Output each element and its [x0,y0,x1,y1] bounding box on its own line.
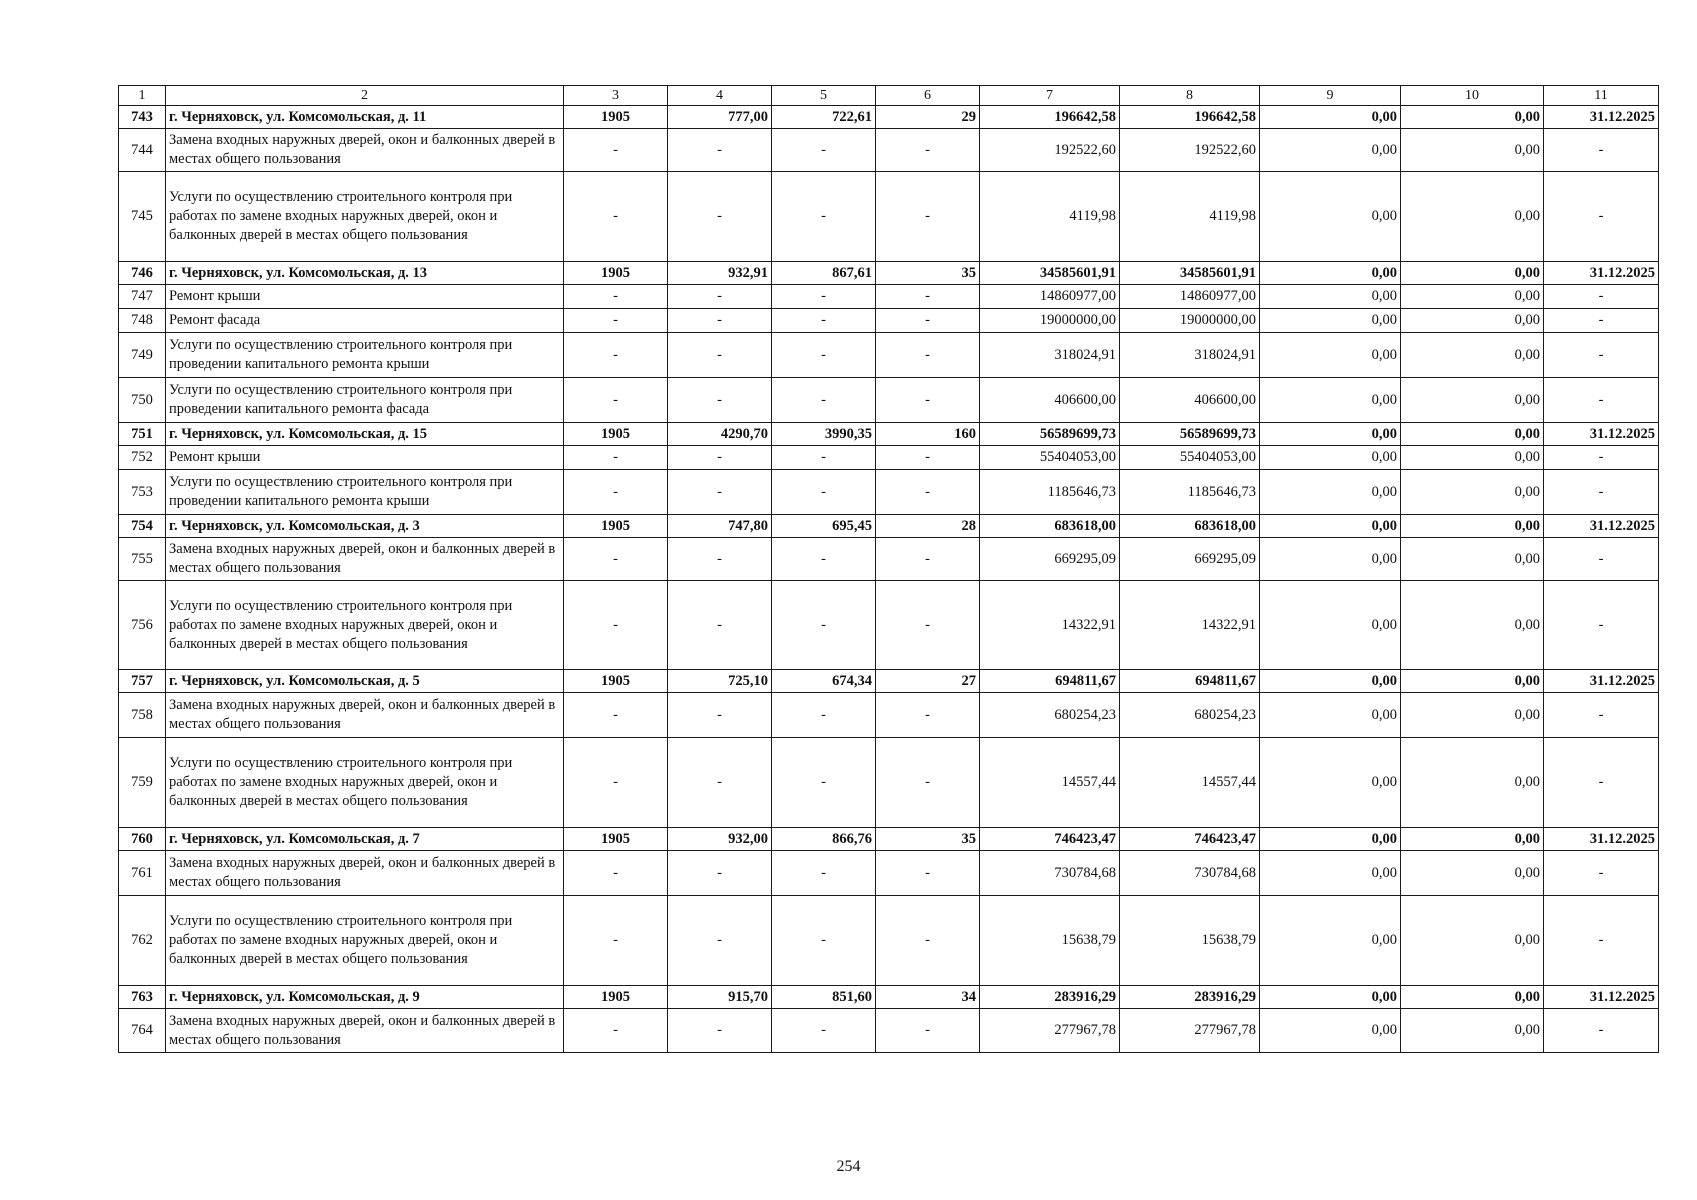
column-header: 10 [1401,86,1544,106]
total-area-cell: 4290,70 [668,423,772,446]
total-cost-cell: 277967,78 [980,1009,1120,1053]
page-number: 254 [836,1158,861,1175]
residents-cell: 35 [876,262,980,285]
budget-cost-cell: 0,00 [1260,470,1401,515]
year-cell: 1905 [564,262,668,285]
total-cost-cell: 318024,91 [980,333,1120,378]
total-cost-cell: 192522,60 [980,129,1120,172]
row-number-cell: 746 [119,262,166,285]
row-number-cell: 758 [119,693,166,738]
residents-cell: - [876,1009,980,1053]
residents-cell: - [876,896,980,986]
year-cell: - [564,851,668,896]
column-header: 4 [668,86,772,106]
budget-cost-cell: 0,00 [1260,446,1401,470]
row-number-cell: 750 [119,378,166,423]
fund-cost-cell: 14322,91 [1120,581,1260,670]
total-cost-cell: 730784,68 [980,851,1120,896]
building-row [119,106,1659,129]
total-area-cell: - [668,581,772,670]
other-cost-cell: 0,00 [1401,538,1544,581]
budget-cost-cell: 0,00 [1260,896,1401,986]
column-header: 1 [119,86,166,106]
work-item-row [119,172,1659,262]
row-number-cell: 747 [119,285,166,309]
other-cost-cell: 0,00 [1401,738,1544,828]
total-cost-cell: 14322,91 [980,581,1120,670]
total-area-cell: - [668,378,772,423]
living-area-cell: - [772,470,876,515]
deadline-cell: - [1544,538,1659,581]
total-cost-cell: 14860977,00 [980,285,1120,309]
total-cost-cell: 56589699,73 [980,423,1120,446]
deadline-cell: - [1544,738,1659,828]
deadline-cell: - [1544,693,1659,738]
other-cost-cell: 0,00 [1401,333,1544,378]
fund-cost-cell: 694811,67 [1120,670,1260,693]
total-cost-cell: 4119,98 [980,172,1120,262]
work-item-row [119,333,1659,378]
other-cost-cell: 0,00 [1401,106,1544,129]
fund-cost-cell: 1185646,73 [1120,470,1260,515]
year-cell: - [564,738,668,828]
row-number-cell: 752 [119,446,166,470]
deadline-cell: 31.12.2025 [1544,986,1659,1009]
deadline-cell: - [1544,129,1659,172]
living-area-cell: - [772,693,876,738]
work-item-row [119,129,1659,172]
living-area-cell: - [772,538,876,581]
budget-cost-cell: 0,00 [1260,738,1401,828]
row-number-cell: 751 [119,423,166,446]
total-area-cell: - [668,896,772,986]
deadline-cell: - [1544,333,1659,378]
row-name-cell: Услуги по осуществлению строительного контроля при проведении капитального ремонта крыши [166,470,564,515]
work-item-row [119,581,1659,670]
living-area-cell: - [772,333,876,378]
residents-cell: - [876,378,980,423]
total-cost-cell: 34585601,91 [980,262,1120,285]
other-cost-cell: 0,00 [1401,285,1544,309]
total-area-cell: - [668,1009,772,1053]
building-row [119,262,1659,285]
building-row [119,515,1659,538]
row-name-cell: Замена входных наружных дверей, окон и балконных дверей в местах общего пользования [166,538,564,581]
other-cost-cell: 0,00 [1401,1009,1544,1053]
residents-cell: - [876,738,980,828]
residents-cell: - [876,538,980,581]
total-cost-cell: 694811,67 [980,670,1120,693]
living-area-cell: - [772,896,876,986]
year-cell: - [564,378,668,423]
living-area-cell: - [772,581,876,670]
other-cost-cell: 0,00 [1401,129,1544,172]
fund-cost-cell: 746423,47 [1120,828,1260,851]
other-cost-cell: 0,00 [1401,172,1544,262]
row-number-cell: 753 [119,470,166,515]
fund-cost-cell: 19000000,00 [1120,309,1260,333]
year-cell: - [564,581,668,670]
budget-cost-cell: 0,00 [1260,538,1401,581]
fund-cost-cell: 55404053,00 [1120,446,1260,470]
row-name-cell: Замена входных наружных дверей, окон и балконных дверей в местах общего пользования [166,129,564,172]
row-number-cell: 757 [119,670,166,693]
fund-cost-cell: 406600,00 [1120,378,1260,423]
total-cost-cell: 669295,09 [980,538,1120,581]
fund-cost-cell: 283916,29 [1120,986,1260,1009]
work-item-row [119,309,1659,333]
year-cell: - [564,172,668,262]
row-name-cell: Услуги по осуществлению строительного контроля при работах по замене входных наружных дверей, окон и балконных дверей в местах общего пользования [166,896,564,986]
budget-cost-cell: 0,00 [1260,581,1401,670]
year-cell: - [564,333,668,378]
work-item-row [119,446,1659,470]
fund-cost-cell: 14860977,00 [1120,285,1260,309]
total-area-cell: 747,80 [668,515,772,538]
budget-cost-cell: 0,00 [1260,378,1401,423]
other-cost-cell: 0,00 [1401,851,1544,896]
year-cell: 1905 [564,106,668,129]
year-cell: 1905 [564,986,668,1009]
budget-cost-cell: 0,00 [1260,670,1401,693]
other-cost-cell: 0,00 [1401,515,1544,538]
work-item-row [119,693,1659,738]
total-area-cell: - [668,470,772,515]
deadline-cell: 31.12.2025 [1544,670,1659,693]
residents-cell: 28 [876,515,980,538]
living-area-cell: - [772,172,876,262]
row-name-cell: Ремонт крыши [166,285,564,309]
total-cost-cell: 683618,00 [980,515,1120,538]
budget-cost-cell: 0,00 [1260,851,1401,896]
living-area-cell: - [772,285,876,309]
living-area-cell: 695,45 [772,515,876,538]
total-cost-cell: 196642,58 [980,106,1120,129]
column-header: 8 [1120,86,1260,106]
other-cost-cell: 0,00 [1401,262,1544,285]
work-item-row [119,738,1659,828]
work-item-row [119,538,1659,581]
total-cost-cell: 680254,23 [980,693,1120,738]
row-name-cell: Замена входных наружных дверей, окон и балконных дверей в местах общего пользования [166,1009,564,1053]
living-area-cell: - [772,309,876,333]
year-cell: - [564,896,668,986]
living-area-cell: 674,34 [772,670,876,693]
work-item-row [119,470,1659,515]
row-name-cell: Услуги по осуществлению строительного контроля при проведении капитального ремонта фасада [166,378,564,423]
row-number-cell: 763 [119,986,166,1009]
deadline-cell: 31.12.2025 [1544,515,1659,538]
row-number-cell: 764 [119,1009,166,1053]
total-cost-cell: 55404053,00 [980,446,1120,470]
residents-cell: 34 [876,986,980,1009]
year-cell: - [564,538,668,581]
column-header: 6 [876,86,980,106]
other-cost-cell: 0,00 [1401,446,1544,470]
fund-cost-cell: 277967,78 [1120,1009,1260,1053]
residents-cell: 35 [876,828,980,851]
building-row [119,828,1659,851]
row-name-cell: г. Черняховск, ул. Комсомольская, д. 9 [166,986,564,1009]
residents-cell: - [876,129,980,172]
total-cost-cell: 406600,00 [980,378,1120,423]
deadline-cell: - [1544,851,1659,896]
budget-cost-cell: 0,00 [1260,129,1401,172]
other-cost-cell: 0,00 [1401,309,1544,333]
other-cost-cell: 0,00 [1401,828,1544,851]
total-area-cell: - [668,309,772,333]
other-cost-cell: 0,00 [1401,896,1544,986]
row-name-cell: г. Черняховск, ул. Комсомольская, д. 7 [166,828,564,851]
residents-cell: - [876,309,980,333]
total-area-cell: 725,10 [668,670,772,693]
residents-cell: - [876,285,980,309]
residents-cell: 160 [876,423,980,446]
other-cost-cell: 0,00 [1401,378,1544,423]
other-cost-cell: 0,00 [1401,693,1544,738]
living-area-cell: - [772,446,876,470]
row-number-cell: 760 [119,828,166,851]
row-number-cell: 754 [119,515,166,538]
row-number-cell: 744 [119,129,166,172]
work-item-row [119,285,1659,309]
deadline-cell: - [1544,1009,1659,1053]
row-number-cell: 755 [119,538,166,581]
row-number-cell: 761 [119,851,166,896]
row-name-cell: г. Черняховск, ул. Комсомольская, д. 5 [166,670,564,693]
column-header: 3 [564,86,668,106]
total-area-cell: 777,00 [668,106,772,129]
row-name-cell: Замена входных наружных дверей, окон и балконных дверей в местах общего пользования [166,851,564,896]
row-name-cell: г. Черняховск, ул. Комсомольская, д. 3 [166,515,564,538]
row-name-cell: Услуги по осуществлению строительного контроля при работах по замене входных наружных дверей, окон и балконных дверей в местах общего пользования [166,172,564,262]
budget-cost-cell: 0,00 [1260,172,1401,262]
building-row [119,670,1659,693]
budget-cost-cell: 0,00 [1260,106,1401,129]
row-name-cell: г. Черняховск, ул. Комсомольская, д. 11 [166,106,564,129]
residents-cell: - [876,172,980,262]
fund-cost-cell: 680254,23 [1120,693,1260,738]
fund-cost-cell: 4119,98 [1120,172,1260,262]
budget-cost-cell: 0,00 [1260,262,1401,285]
total-cost-cell: 19000000,00 [980,309,1120,333]
deadline-cell: 31.12.2025 [1544,106,1659,129]
deadline-cell: 31.12.2025 [1544,262,1659,285]
column-header: 2 [166,86,564,106]
total-area-cell: - [668,285,772,309]
other-cost-cell: 0,00 [1401,470,1544,515]
fund-cost-cell: 34585601,91 [1120,262,1260,285]
fund-cost-cell: 192522,60 [1120,129,1260,172]
year-cell: 1905 [564,828,668,851]
budget-cost-cell: 0,00 [1260,1009,1401,1053]
work-item-row [119,851,1659,896]
living-area-cell: - [772,738,876,828]
budget-cost-cell: 0,00 [1260,285,1401,309]
deadline-cell: 31.12.2025 [1544,423,1659,446]
budget-cost-cell: 0,00 [1260,986,1401,1009]
year-cell: 1905 [564,670,668,693]
column-header: 7 [980,86,1120,106]
year-cell: - [564,693,668,738]
fund-cost-cell: 196642,58 [1120,106,1260,129]
table-body [119,106,1659,1053]
living-area-cell: - [772,851,876,896]
budget-cost-cell: 0,00 [1260,828,1401,851]
year-cell: 1905 [564,423,668,446]
total-cost-cell: 283916,29 [980,986,1120,1009]
total-cost-cell: 1185646,73 [980,470,1120,515]
column-header: 11 [1544,86,1659,106]
other-cost-cell: 0,00 [1401,986,1544,1009]
deadline-cell: - [1544,896,1659,986]
deadline-cell: - [1544,309,1659,333]
residents-cell: 27 [876,670,980,693]
total-area-cell: - [668,538,772,581]
budget-cost-cell: 0,00 [1260,309,1401,333]
row-name-cell: г. Черняховск, ул. Комсомольская, д. 13 [166,262,564,285]
total-area-cell: - [668,738,772,828]
living-area-cell: 851,60 [772,986,876,1009]
year-cell: - [564,129,668,172]
living-area-cell: - [772,1009,876,1053]
total-area-cell: - [668,129,772,172]
row-number-cell: 762 [119,896,166,986]
row-number-cell: 745 [119,172,166,262]
other-cost-cell: 0,00 [1401,423,1544,446]
row-name-cell: Замена входных наружных дверей, окон и балконных дверей в местах общего пользования [166,693,564,738]
fund-cost-cell: 14557,44 [1120,738,1260,828]
deadline-cell: - [1544,378,1659,423]
year-cell: - [564,470,668,515]
total-area-cell: 932,00 [668,828,772,851]
column-number-row [119,86,1659,106]
deadline-cell: - [1544,470,1659,515]
fund-cost-cell: 669295,09 [1120,538,1260,581]
row-name-cell: Услуги по осуществлению строительного контроля при проведении капитального ремонта крыши [166,333,564,378]
row-name-cell: Ремонт фасада [166,309,564,333]
row-number-cell: 756 [119,581,166,670]
living-area-cell: 3990,35 [772,423,876,446]
year-cell: 1905 [564,515,668,538]
total-area-cell: - [668,172,772,262]
building-row [119,423,1659,446]
year-cell: - [564,446,668,470]
residents-cell: - [876,693,980,738]
column-header: 9 [1260,86,1401,106]
residents-cell: - [876,581,980,670]
total-area-cell: 932,91 [668,262,772,285]
total-area-cell: - [668,851,772,896]
total-cost-cell: 15638,79 [980,896,1120,986]
total-area-cell: - [668,333,772,378]
total-area-cell: - [668,693,772,738]
living-area-cell: 866,76 [772,828,876,851]
year-cell: - [564,1009,668,1053]
deadline-cell: - [1544,285,1659,309]
total-cost-cell: 746423,47 [980,828,1120,851]
total-area-cell: - [668,446,772,470]
capital-repair-table [118,85,1659,1053]
fund-cost-cell: 15638,79 [1120,896,1260,986]
row-name-cell: г. Черняховск, ул. Комсомольская, д. 15 [166,423,564,446]
row-name-cell: Ремонт крыши [166,446,564,470]
residents-cell: - [876,446,980,470]
row-name-cell: Услуги по осуществлению строительного контроля при работах по замене входных наружных дверей, окон и балконных дверей в местах общего пользования [166,738,564,828]
work-item-row [119,896,1659,986]
living-area-cell: - [772,378,876,423]
row-number-cell: 759 [119,738,166,828]
deadline-cell: 31.12.2025 [1544,828,1659,851]
budget-cost-cell: 0,00 [1260,693,1401,738]
budget-cost-cell: 0,00 [1260,423,1401,446]
residents-cell: - [876,851,980,896]
deadline-cell: - [1544,446,1659,470]
fund-cost-cell: 730784,68 [1120,851,1260,896]
other-cost-cell: 0,00 [1401,670,1544,693]
building-row [119,986,1659,1009]
total-area-cell: 915,70 [668,986,772,1009]
living-area-cell: 867,61 [772,262,876,285]
residents-cell: 29 [876,106,980,129]
fund-cost-cell: 683618,00 [1120,515,1260,538]
deadline-cell: - [1544,172,1659,262]
year-cell: - [564,309,668,333]
row-number-cell: 748 [119,309,166,333]
living-area-cell: 722,61 [772,106,876,129]
living-area-cell: - [772,129,876,172]
row-number-cell: 743 [119,106,166,129]
row-name-cell: Услуги по осуществлению строительного контроля при работах по замене входных наружных дверей, окон и балконных дверей в местах общего пользования [166,581,564,670]
total-cost-cell: 14557,44 [980,738,1120,828]
residents-cell: - [876,470,980,515]
work-item-row [119,1009,1659,1053]
row-number-cell: 749 [119,333,166,378]
fund-cost-cell: 318024,91 [1120,333,1260,378]
work-item-row [119,378,1659,423]
budget-cost-cell: 0,00 [1260,333,1401,378]
fund-cost-cell: 56589699,73 [1120,423,1260,446]
other-cost-cell: 0,00 [1401,581,1544,670]
year-cell: - [564,285,668,309]
budget-cost-cell: 0,00 [1260,515,1401,538]
residents-cell: - [876,333,980,378]
deadline-cell: - [1544,581,1659,670]
document-sheet [118,85,1658,1053]
column-header: 5 [772,86,876,106]
